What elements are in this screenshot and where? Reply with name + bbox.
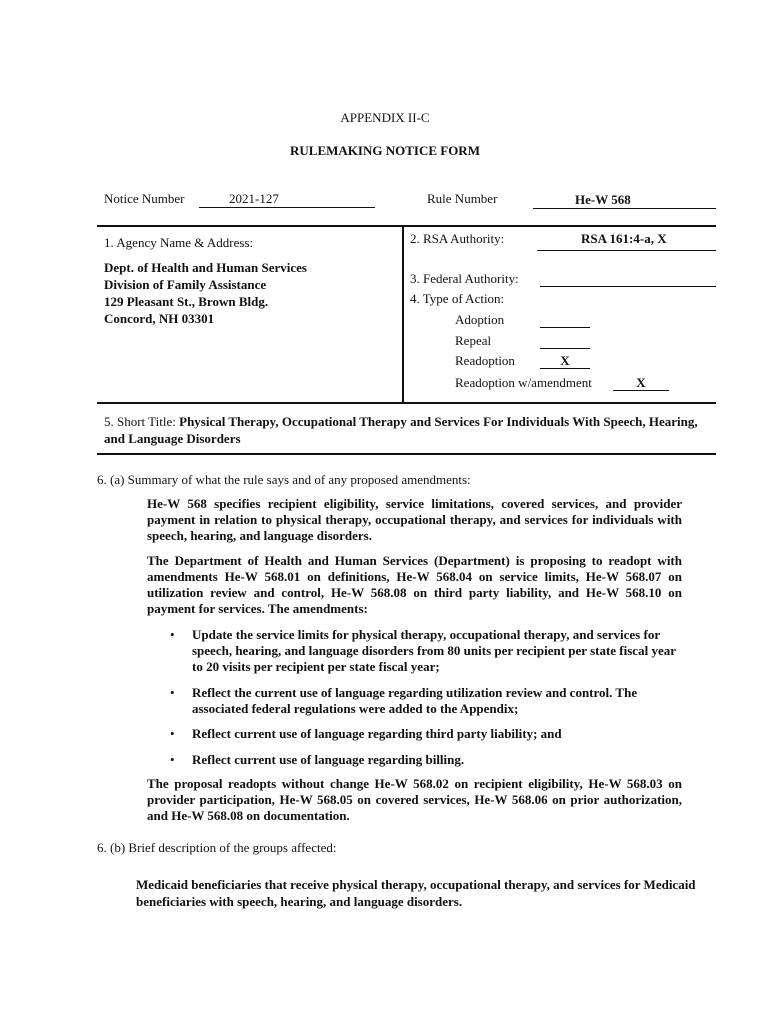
rule-number-field — [533, 192, 716, 209]
section-6a-paragraph-1: He-W 568 specifies recipient eligibility, service limitations, covered services, and provider payment in relation to physical therapy, occupational therapy, and services for individuals with speech, hearing, and language disorders. — [147, 496, 682, 543]
box-middle-rule — [97, 402, 716, 404]
action-adoption-label: Adoption — [455, 312, 505, 327]
agency-line: Division of Family Assistance — [104, 277, 267, 292]
rsa-field — [537, 231, 716, 251]
action-label: 4. Type of Action: — [410, 291, 505, 306]
box-divider — [402, 225, 404, 403]
agency-line: Concord, NH 03301 — [104, 311, 215, 326]
short-title-label: 5. Short Title: — [104, 414, 180, 429]
bullet-icon: • — [170, 726, 175, 741]
list-item-text: Reflect current use of language regarding billing. — [192, 752, 465, 767]
bullet-icon: • — [170, 685, 175, 700]
list-item — [170, 627, 682, 675]
short-title — [104, 413, 704, 447]
action-adoption-mark — [540, 312, 590, 328]
federal-field — [540, 271, 716, 287]
bullet-icon: • — [170, 752, 175, 767]
agency-line: Dept. of Health and Human Services — [104, 260, 307, 275]
action-repeal-mark — [540, 333, 590, 349]
notice-number-label: Notice Number — [104, 191, 185, 206]
list-item — [170, 685, 682, 717]
notice-number-value: 2021-127 — [229, 191, 279, 206]
action-readoption-mark: X — [540, 353, 590, 369]
rule-number-value: He-W 568 — [575, 192, 631, 207]
section-6b-label: 6. (b) Brief description of the groups affected: — [97, 840, 337, 855]
section-6a-paragraph-2: The Department of Health and Human Services (Department) is proposing to readopt with amendments He-W 568.01 on definitions, He-W 568.04 on service limits, He-W 568.07 on utilization review and control, He-W 568.08 on third party liability, and He-W 568.10 on payment for services. The amendments: — [147, 553, 682, 616]
action-readoption-amend-mark: X — [613, 375, 669, 391]
notice-number-field — [199, 191, 375, 208]
action-readoption-label: Readoption — [455, 353, 515, 368]
section-6b-text: Medicaid beneficiaries that receive physical therapy, occupational therapy, and services for Medicaid beneficiaries with speech, hearing, and language disorders. — [136, 877, 696, 909]
list-item-text: Update the service limits for physical therapy, occupational therapy, and services for speech, hearing, and language disorders from 80 units per recipient per state fiscal year to 20 visits per recipient per state fiscal year; — [192, 627, 676, 674]
box-bottom-rule — [97, 453, 716, 455]
federal-label: 3. Federal Authority: — [410, 271, 519, 286]
list-item — [170, 752, 682, 768]
rsa-label: 2. RSA Authority: — [410, 231, 505, 246]
action-readoption-amend-label: Readoption w/amendment — [455, 375, 592, 390]
agency-label: 1. Agency Name & Address: — [104, 235, 254, 250]
agency-address — [104, 259, 307, 327]
agency-line: 129 Pleasant St., Brown Bldg. — [104, 294, 269, 309]
rule-number-label: Rule Number — [427, 191, 498, 206]
list-item-text: Reflect current use of language regarding third party liability; and — [192, 726, 562, 741]
list-item — [170, 726, 682, 742]
bullet-icon: • — [170, 627, 175, 642]
section-6a-paragraph-3: The proposal readopts without change He-W 568.02 on recipient eligibility, He-W 568.03 on provider participation, He-W 568.05 on covered services, He-W 568.06 on prior authorization, and He-W 568.08 on documentation. — [147, 776, 682, 823]
box-top-rule — [97, 225, 716, 227]
form-title: RULEMAKING NOTICE FORM — [290, 143, 480, 158]
short-title-text: Physical Therapy, Occupational Therapy and Services For Individuals With Speech, Hearing, and Language Disorders — [104, 414, 698, 446]
appendix-label: APPENDIX II-C — [340, 110, 430, 125]
section-6a-label: 6. (a) Summary of what the rule says and of any proposed amendments: — [97, 472, 471, 487]
list-item-text: Reflect the current use of language regarding utilization review and control. The associated federal regulations were added to the Appendix; — [192, 685, 638, 716]
rsa-value: RSA 161:4-a, X — [581, 231, 667, 246]
action-repeal-label: Repeal — [455, 333, 492, 348]
